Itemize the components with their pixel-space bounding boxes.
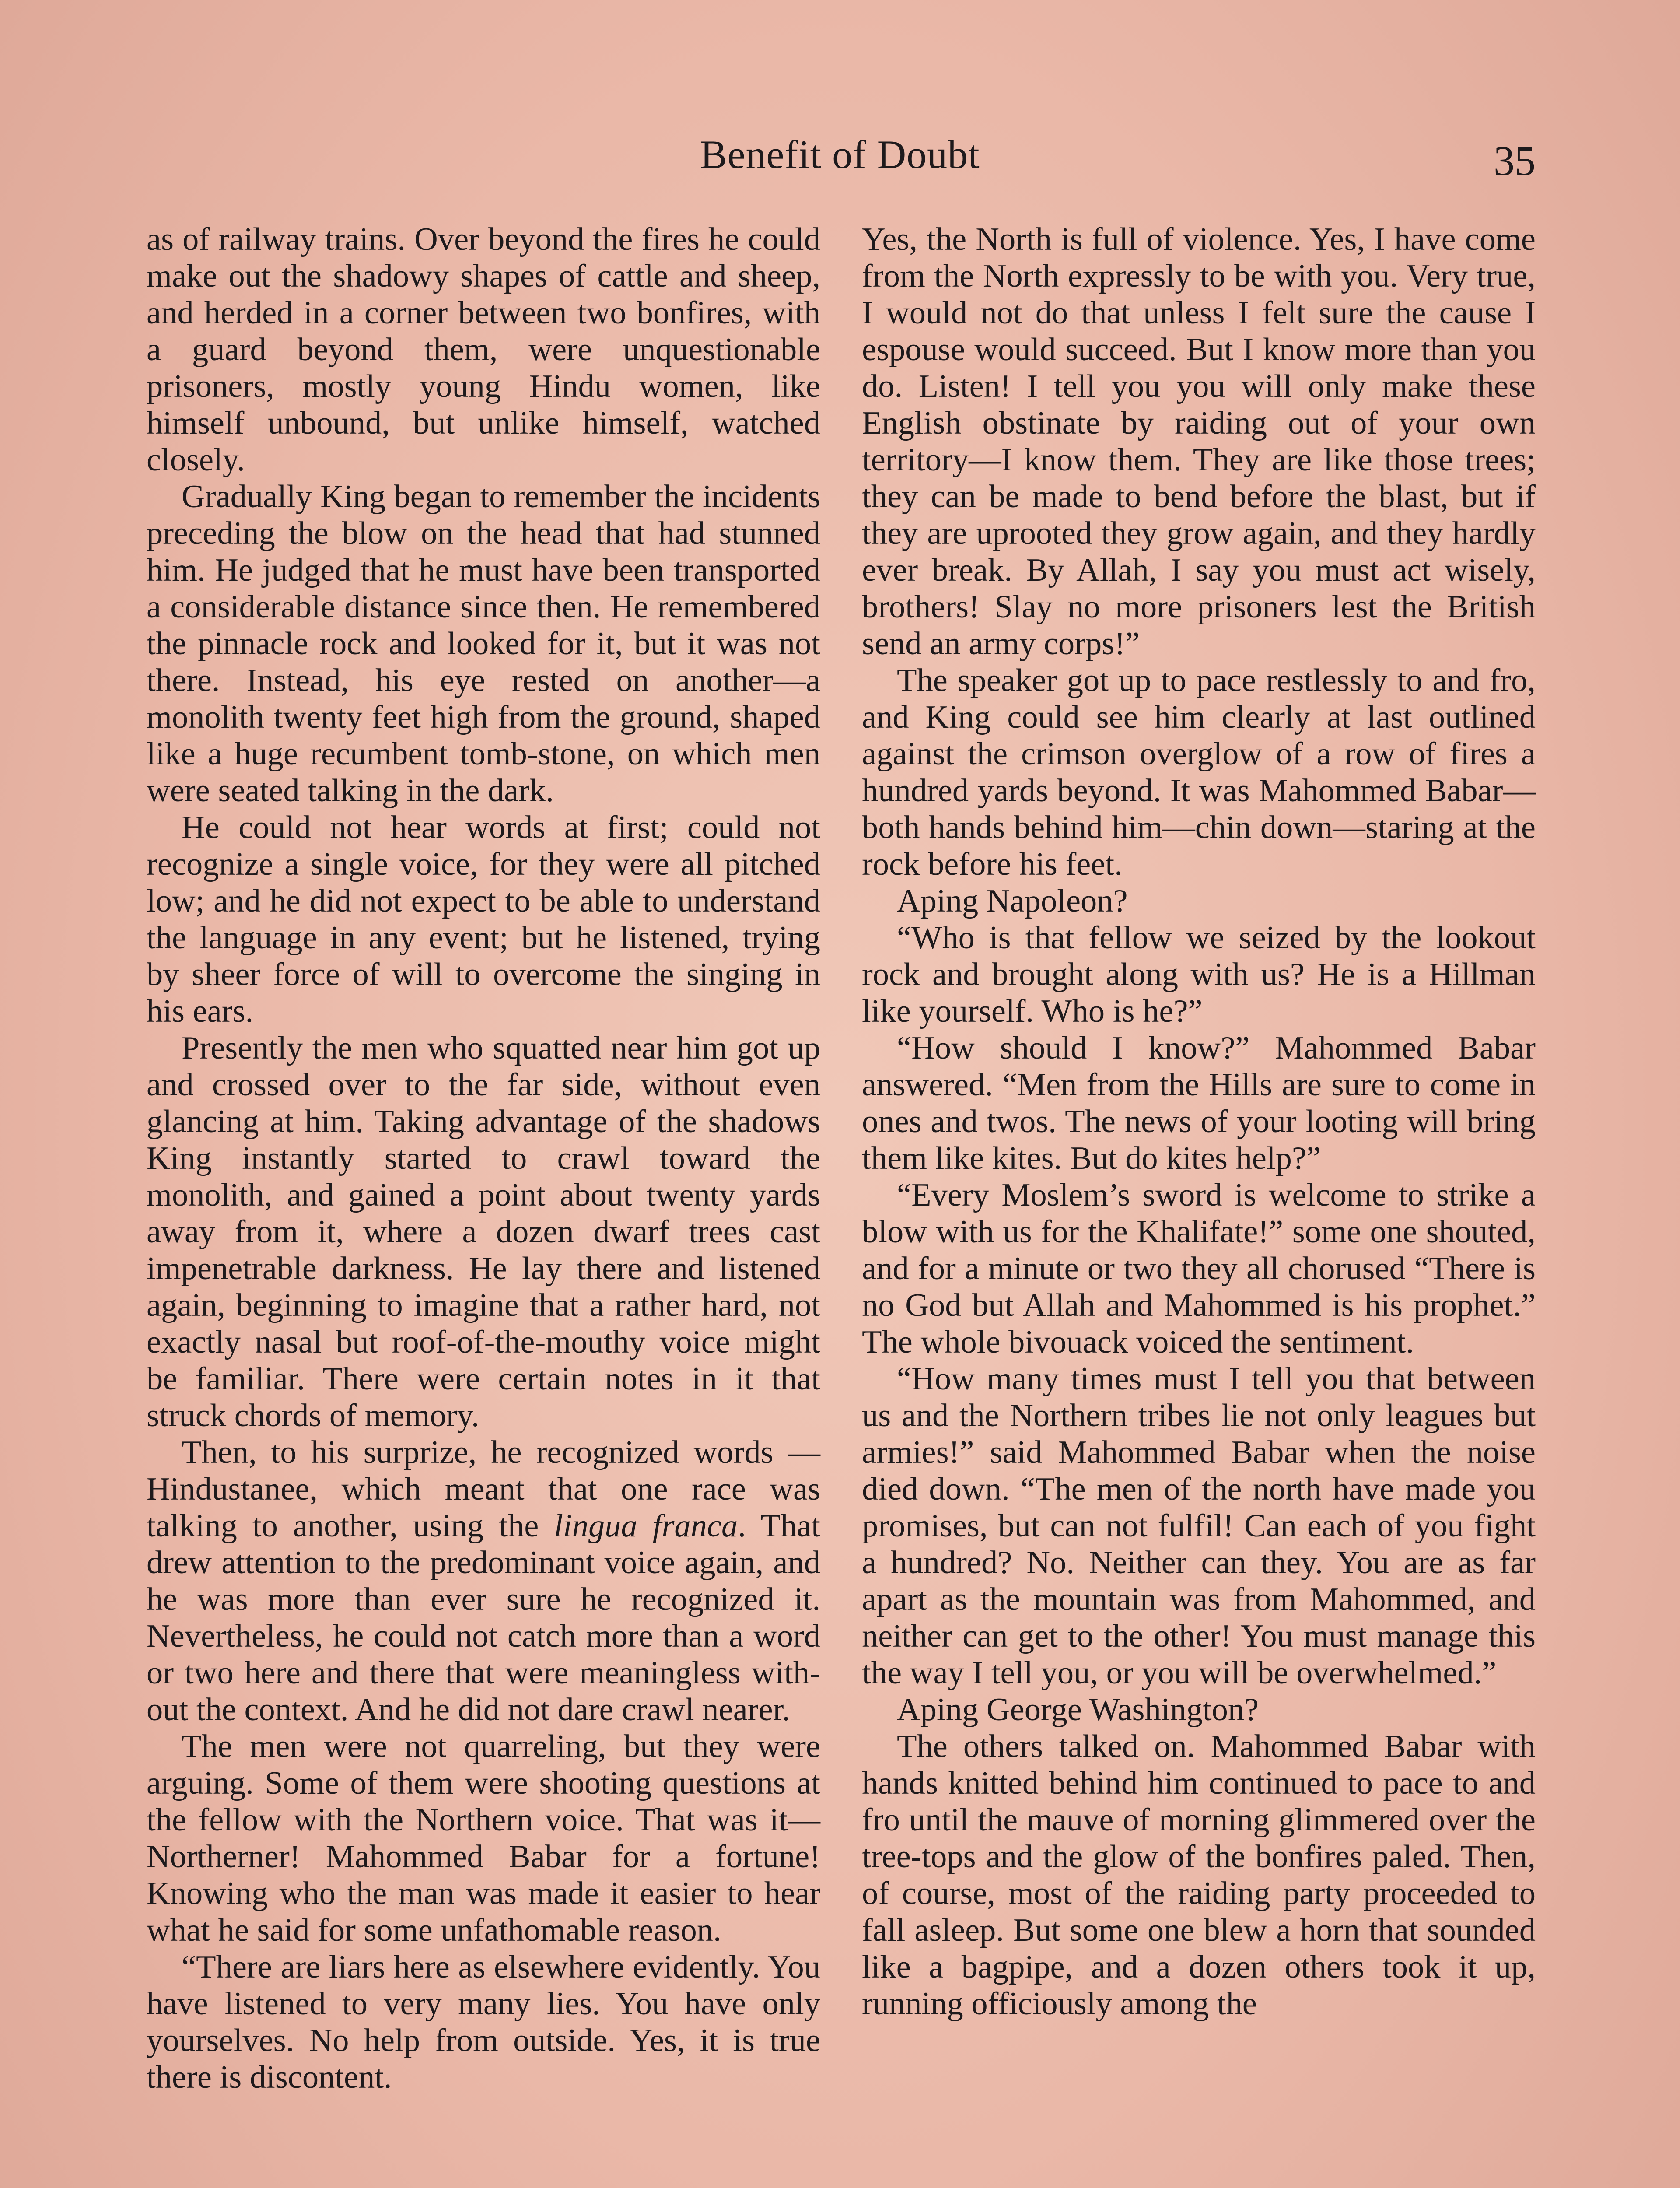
paragraph: as of railway trains. Over beyond the fires he could make out the shadowy shapes of cattle and sheep, and herded in a corner between two bonfires, with a guard beyond them, were unquestionable prisoners, mostly young Hindu women, like himself unbound, but unlike himself, watched closely. — [147, 221, 820, 478]
paragraph: “Every Moslem’s sword is welcome to strike a blow with us for the Khalifate!” some one shouted, and for a minute or two they all chorused “There is no God but Allah and Mahommed is his prophet.” The whole bivouack voiced the sentiment. — [862, 1177, 1536, 1360]
paragraph: “How many times must I tell you that between us and the Northern tribes lie not only leagues but armies!” said Mahommed Babar when the noise died down. “The men of the north have made you promises, but can not fulfil! Can each of you fight a hundred? No. Neither can they. You are as far apart as the mountain was from Mahommed, and neither can get to the other! You must manage this the way I tell you, or you will be overwhelmed.” — [862, 1361, 1536, 1691]
paragraph: Gradually King began to remember the incidents preceding the blow on the head that had stunned him. He judged that he must have been transported a considerable distance since then. He remembered the pinnacle rock and looked for it, but it was not there. Instead, his eye rested on another—a monolith twenty feet high from the ground, shaped like a huge recumbent tomb-stone, on which men were seated talking in the dark. — [147, 479, 820, 809]
paragraph: Then, to his surprize, he recognized words —Hindustanee, which meant that one race was talking to another, using the lingua franca. That drew attention to the predominant voice again, and he was more than ever sure he recognized it. Nevertheless, he could not catch more than a word or two here and there that were meaningless without the context. And he did not dare crawl nearer. — [147, 1434, 820, 1728]
paragraph: Presently the men who squatted near him got up and crossed over to the far side, without even glancing at him. Taking advantage of the shadows King instantly started to crawl toward the monolith, and gained a point about twenty yards away from it, where a dozen dwarf trees cast impenetrable darkness. He lay there and listened again, beginning to imagine that a rather hard, not exactly nasal but roof-of-the-mouthy voice might be familiar. There were certain notes in it that struck chords of memory. — [147, 1030, 820, 1434]
paragraph: The speaker got up to pace restlessly to and fro, and King could see him clearly at last outlined against the crimson overglow of a row of fires a hundred yards beyond. It was Mahommed Babar—both hands behind him—chin down—staring at the rock before his feet. — [862, 663, 1536, 882]
paragraph: “Who is that fellow we seized by the lookout rock and brought along with us? He is a Hillman like yourself. Who is he?” — [862, 920, 1536, 1029]
page-header — [144, 131, 1536, 188]
paragraph: Aping George Washington? — [897, 1692, 1259, 1728]
running-title: Benefit of Doubt — [700, 132, 980, 177]
paragraph: “There are liars here as elsewhere evidently. You have listened to very many lies. You have only yourselves. No help from outside. Yes, it is true there is discontent. — [147, 1949, 820, 2095]
paragraph: “How should I know?” Mahommed Babar answered. “Men from the Hills are sure to come in ones and twos. The news of your looting will bring them like kites. But do kites help?” — [862, 1030, 1536, 1176]
italic-phrase: lingua franca — [554, 1508, 738, 1544]
left-column — [147, 221, 820, 2096]
page-number: 35 — [1494, 137, 1536, 184]
paragraph: The others talked on. Mahommed Babar with hands knitted behind him continued to pace to and fro until the mauve of morning glimmered over the tree-tops and the glow of the bonfires paled. Then, of course, most of the raiding party proceeded to fall asleep. But some one blew a horn that sounded like a bagpipe, and a dozen others took it up, running officiously among the — [862, 1729, 1536, 2022]
paragraph: Aping Napoleon? — [897, 883, 1128, 919]
paragraph: The men were not quarreling, but they were arguing. Some of them were shooting questions at the fellow with the Northern voice. That was it—Northerner! Mahommed Babar for a fortune! Knowing who the man was made it easier to hear what he said for some unfathomable reason. — [147, 1729, 820, 1948]
paragraph: He could not hear words at first; could not recognize a single voice, for they were all pitched low; and he did not expect to be able to understand the language in any event; but he listened, trying by sheer force of will to overcome the singing in his ears. — [147, 810, 820, 1029]
right-column — [862, 221, 1536, 2022]
paragraph: Yes, the North is full of violence. Yes, I have come from the North expressly to be with you. Very true, I would not do that unless I felt sure the cause I espouse would succeed. But I know more than you do. Listen! I tell you you will only make these English obstinate by raiding out of your own territory—I know them. They are like those trees; they can be made to bend before the blast, but if they are uprooted they grow again, and they hardly ever break. By Allah, I say you must act wisely, brothers! Slay no more prisoners lest the British send an army corps!” — [862, 221, 1536, 662]
